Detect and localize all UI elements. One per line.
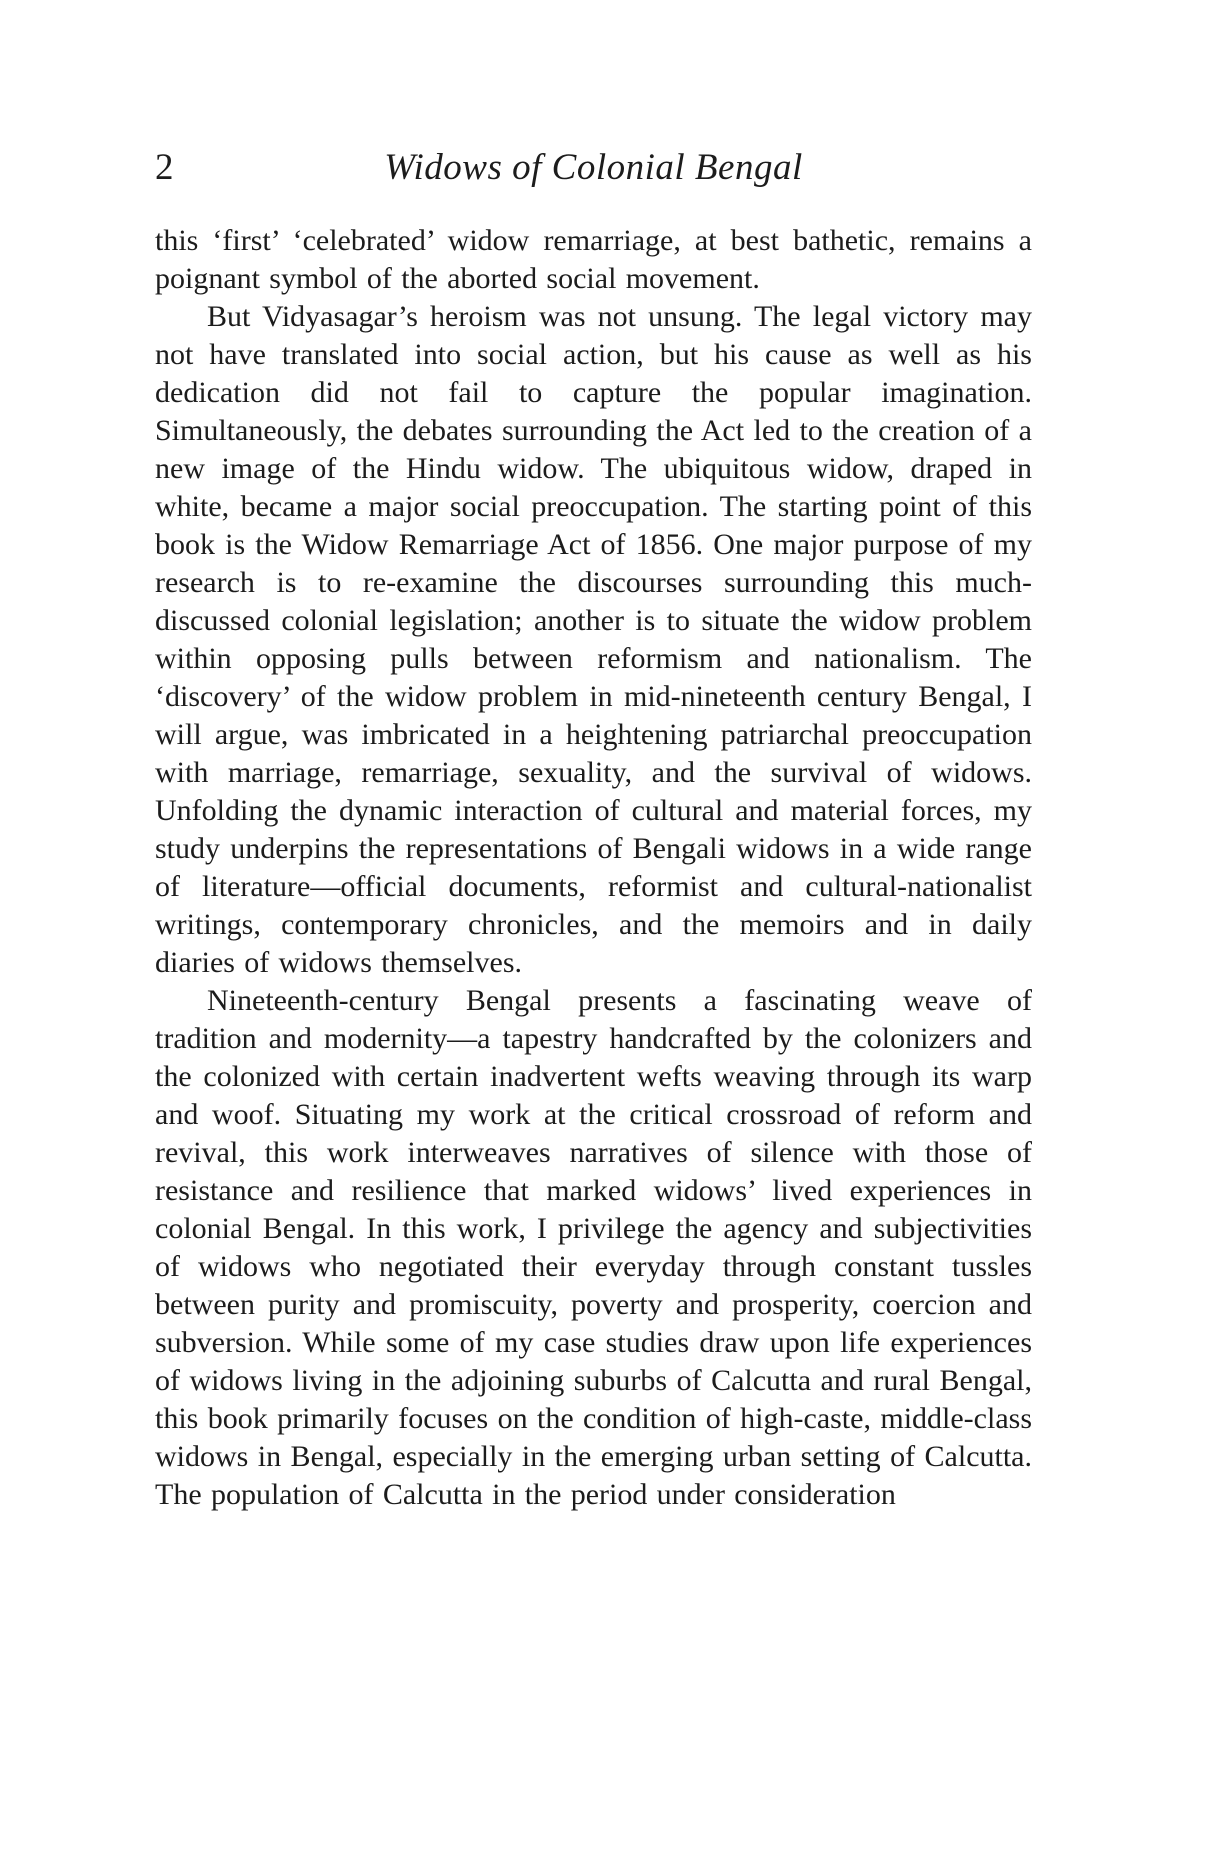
page-number: 2 (155, 147, 174, 188)
paragraph: But Vidyasagar’s heroism was not unsung. The legal victory may not have translated into social action, but his cause as well as his dedication did not fail to capture the popular imagination. Simultaneously, the debates surrounding the Act led to the creation of a new image of the Hindu widow. The ubiquitous widow, draped in white, became a major social preoccupation. The starting point of this book is the Widow Remarriage Act of 1856. One major purpose of my research is to re-examine the discourses surrounding this much-discussed colonial legislation; another is to situate the widow problem within opposing pulls between reformism and nationalism. The ‘discovery’ of the widow problem in mid-nineteenth century Bengal, I will argue, was imbricated in a heightening patriarchal preoccupation with marriage, remarriage, sexuality, and the survival of widows. Unfolding the dynamic interaction of cultural and material forces, my study underpins the representations of Bengali widows in a wide range of literature—official documents, reformist and cultural-nationalist writings, contemporary chronicles, and the memoirs and in daily diaries of widows themselves. (155, 300, 1032, 979)
running-title: Widows of Colonial Bengal (384, 147, 803, 188)
paragraph: Nineteenth-century Bengal presents a fascinating weave of tradition and modernity—a tapestry handcrafted by the colonizers and the colonized with certain inadvertent wefts weaving through its warp and woof. Situating my work at the critical crossroad of reform and revival, this work interweaves narratives of silence with those of resistance and resilience that marked widows’ lived experiences in colonial Bengal. In this work, I privilege the agency and subjectivities of widows who negotiated their everyday through constant tussles between purity and promiscuity, poverty and prosperity, coercion and subversion. While some of my case studies draw upon life experiences of widows living in the adjoining suburbs of Calcutta and rural Bengal, this book primarily focuses on the condition of high-caste, middle-class widows in Bengal, especially in the emerging urban setting of Calcutta. The population of Calcutta in the period under consideration (155, 984, 1032, 1511)
paragraph: this ‘first’ ‘celebrated’ widow remarriage, at best bathetic, remains a poignant symbol of the aborted social movement. (155, 224, 1032, 295)
page-header (155, 146, 1032, 192)
page-body (155, 222, 1032, 1514)
